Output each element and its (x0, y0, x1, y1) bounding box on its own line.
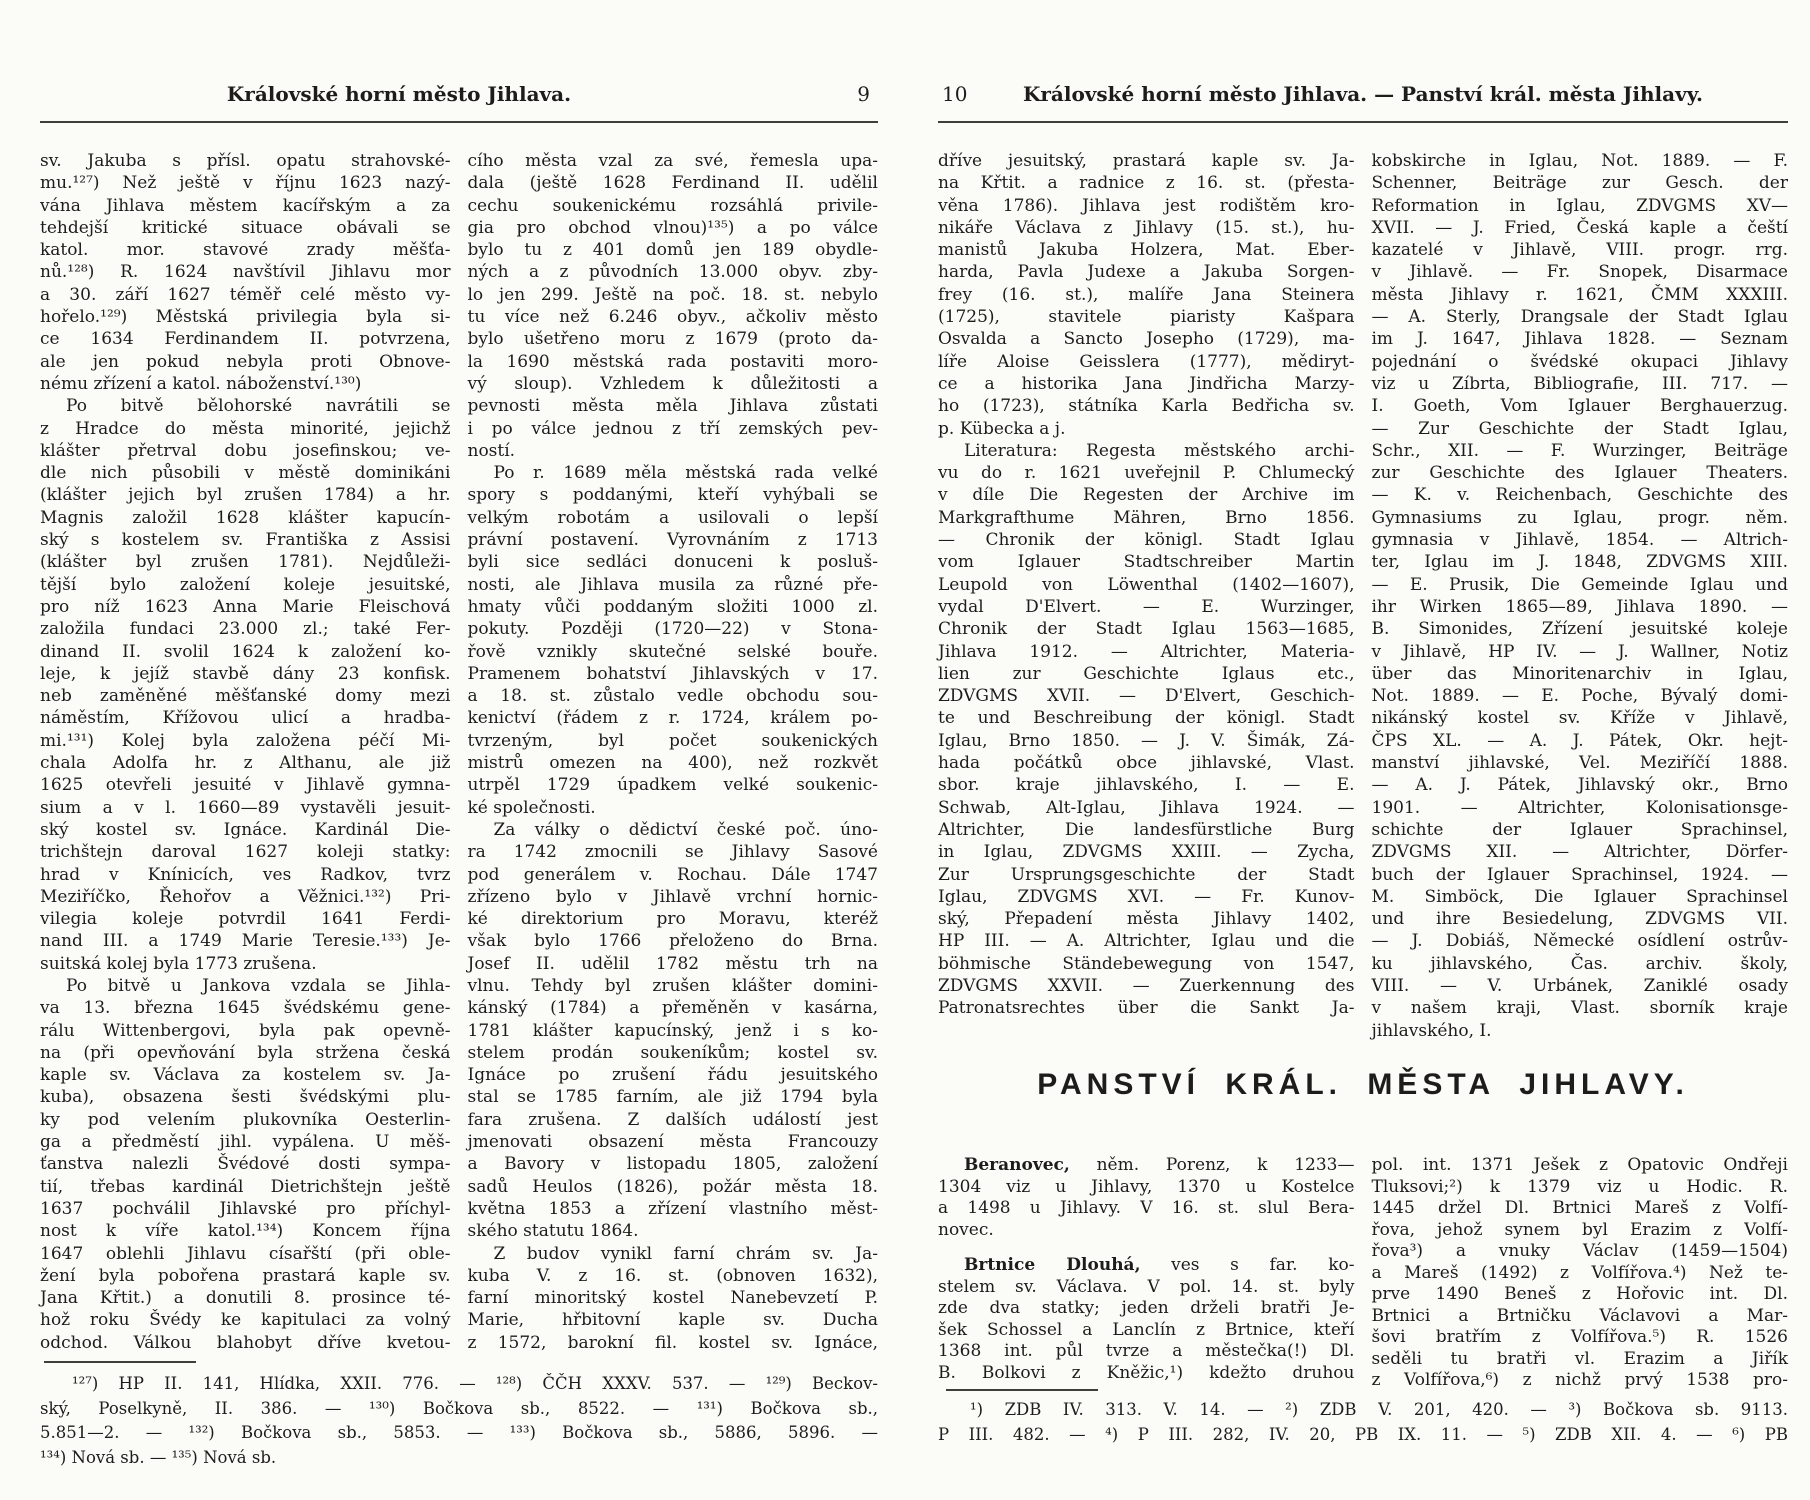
text-line: kánský (1784) a přeměněn v kasárna, (467, 998, 878, 1019)
text-line: ZDVGMS XII. — Altrichter, Dörfer- (1371, 842, 1788, 863)
text-line: v díle Die Regesten der Archive im (938, 485, 1355, 506)
text-line: května 1853 a zřízení vlastního měst- (467, 1198, 878, 1219)
text-line: Pramenem bohatství Jihlavských v 17. (467, 663, 878, 684)
text-line: XVII. — J. Fried, Česká kaple a čeští (1371, 217, 1788, 238)
text-line: im J. 1647, Jihlava 1828. — Seznam (1371, 329, 1788, 350)
text-line: trichštejn daroval 1627 koleji statky: (40, 842, 451, 863)
text-line: dříve jesuitský, prastará kaple sv. Ja- (938, 151, 1355, 171)
text-line: klášter přetrval dobu josefinskou; ve- (40, 440, 451, 461)
section-columns (938, 1155, 1788, 1392)
paragraph (1372, 150, 1789, 1042)
text-line: založila fundaci 23.000 zl.; také Fer- (40, 619, 451, 640)
text-line: šek Schossel a Lanclín z Brtnice, kteří (938, 1319, 1355, 1340)
text-line: a 18. st. zůstalo vedle obchodu sou- (467, 686, 878, 707)
text-line: mi.¹³¹) Kolej byla založena péčí Mi- (40, 730, 451, 751)
text-line: manství jihlavské, Vel. Meziříčí 1888. (1371, 753, 1788, 774)
text-line: viz u Zíbrta, Bibliografie, III. 717. — (1371, 373, 1788, 394)
text-line: VIII. — V. Urbánek, Zaniklé osady (1371, 975, 1788, 996)
text-line: Schenner, Beiträge zur Gesch. der (1371, 173, 1788, 194)
text-line: Marie, hřbitovní kaple sv. Ducha (467, 1310, 878, 1331)
text-line: bylo ušetřeno moru z 1679 (proto da- (467, 329, 878, 350)
text-line: nému zřízení a katol. náboženství.¹³⁰) (40, 373, 362, 394)
text-line: cechu soukenickému rozsáhlá privile- (467, 195, 878, 216)
text-line: hmaty vůči poddaným složiti 1000 zl. (467, 596, 878, 617)
text-line: z Volfířova,⁶) z nichž prvý 1538 pro- (1371, 1370, 1788, 1390)
text-line: neb zaměněné měšťanské domy mezi (40, 686, 451, 707)
text-line: ZDVGMS XXVII. — Zuerkennung des (938, 975, 1355, 996)
text-line: ský kostel sv. Ignáce. Kardinál Die- (40, 819, 451, 840)
paragraph (40, 150, 451, 395)
text-line: prve 1490 Beneš z Hořovic int. Dl. (1371, 1284, 1788, 1304)
text-line: HP III. — A. Altrichter, Iglau und die (938, 931, 1355, 952)
footnote-rule (946, 1389, 1098, 1391)
text-line: nosti, ale Jihlava musila za různé pře- (467, 574, 878, 595)
text-line: hož roku Švédy ke kapitulaci za volný (40, 1310, 451, 1331)
text-line: B. Bolkovi z Kněžic,¹) kdežto druhou (938, 1362, 1355, 1383)
text-line: frey (16. st.), malíře Jana Steinera (938, 284, 1355, 305)
text-line: chala Adolfa hr. z Althanu, ale již (40, 753, 451, 774)
text-line: rálu Wittenbergovi, byla pak opevně- (40, 1020, 451, 1041)
text-line: in Iglau, ZDVGMS XXIII. — Zycha, (938, 842, 1355, 863)
text-line: zde dva statky; jeden drželi bratři Je- (938, 1298, 1355, 1318)
paragraph (468, 1243, 879, 1354)
text-line: — A. J. Pátek, Jihlavský okr., Brno (1371, 775, 1788, 796)
text-line: odchod. Válkou blahobyt dříve kvetou- (40, 1332, 451, 1353)
footnotes (938, 1398, 1788, 1447)
text-line: suitská kolej byla 1773 zrušena. (40, 953, 317, 974)
text-line: — K. v. Reichenbach, Geschichte des (1371, 485, 1788, 506)
text-line: řově vznikly skutečné selské bouře. (467, 641, 878, 662)
text-line: nikánský kostel sv. Kříže v Jihlavě, (1371, 708, 1788, 729)
text-line: z 1572, barokní fil. kostel sv. Ignáce, (467, 1332, 878, 1353)
text-line: jmenovati obsazení města Francouzy (467, 1132, 878, 1153)
text-line: vý sloup). Vzhledem k důležitosti a (467, 373, 878, 394)
text-line: pojednání o švédské okupaci Jihlavy (1371, 351, 1788, 372)
text-line: M. Simböck, Die Iglauer Sprachinsel (1371, 886, 1788, 907)
text-column-3 (938, 150, 1355, 1042)
text-line: a Mareš (1492) z Volfířova.⁴) Než te- (1371, 1262, 1788, 1283)
section-column-2 (1372, 1155, 1789, 1392)
text-line: Ignáce po zrušení řádu jesuitského (467, 1065, 878, 1086)
text-line: v našem kraji, Vlast. sborník kraje (1371, 998, 1788, 1019)
text-line: ský, Přepadení města Jihlavy 1402, (938, 909, 1355, 930)
paragraph (1372, 1155, 1789, 1392)
text-line: Jihlava 1912. — Altrichter, Materia- (938, 641, 1355, 662)
text-line: jihlavského, I. (1371, 1020, 1492, 1041)
text-line: dle nich působili v městě dominikáni (40, 463, 451, 484)
text-line: Schr., XII. — F. Wurzinger, Beiträge (1371, 440, 1788, 461)
text-line: pokuty. Později (1720—22) v Stona- (467, 619, 878, 640)
text-line: kobskirche in Iglau, Not. 1889. — F. (1371, 151, 1788, 171)
text-line: mu.¹²⁷) Než ještě v říjnu 1623 nazý- (40, 173, 451, 194)
text-line: Za války o dědictví české poč. úno- (493, 819, 878, 840)
text-line: nand III. a 1749 Marie Teresie.¹³³) Je- (40, 931, 451, 952)
left-page-columns (40, 150, 878, 1354)
text-line: pod generálem v. Rochau. Dále 1747 (467, 864, 878, 885)
text-line: ský, Poselkyně, II. 386. — ¹³⁰) Bočkova sb., 8522. — ¹³¹) Bočkova sb., (40, 1398, 878, 1418)
paragraph (938, 150, 1355, 440)
text-line: ké direktorium pro Moravu, kteréž (467, 909, 878, 930)
text-line: 1647 oblehli Jihlavu císařští (při oble- (40, 1243, 451, 1264)
text-line: kenictví (řádem z r. 1724, králem po- (467, 708, 878, 729)
text-line: — J. Dobiáš, Německé osídlení ostrův- (1371, 931, 1788, 952)
text-line: zřízeno bylo v Jihlavě vrchní hornic- (467, 886, 878, 907)
text-line: ných a z původních 13.000 obyv. zby- (467, 262, 878, 283)
text-line: B. Simonides, Zřízení jesuitské koleje (1371, 619, 1788, 640)
text-line: náměstím, Křížovou ulicí a hradba- (40, 708, 451, 729)
text-line: dala (ještě 1628 Ferdinand II. udělil (467, 173, 878, 194)
text-line: Reformation in Iglau, ZDVGMS XV— (1371, 195, 1788, 216)
text-line: cího města vzal za své, řemesla upa- (467, 151, 878, 171)
header-rule (40, 121, 878, 123)
text-line: — Zur Geschichte der Stadt Iglau, (1371, 418, 1788, 439)
text-line: Not. 1889. — E. Poche, Bývalý domi- (1371, 686, 1788, 707)
right-page (938, 0, 1788, 1500)
text-line: pro níž 1623 Anna Marie Fleischová (40, 596, 451, 617)
text-line: 1625 otevřeli jesuité v Jihlavě gymna- (40, 775, 451, 796)
text-line: ¹²⁷) HP II. 141, Hlídka, XXII. 776. — ¹²⁸) ČČH XXXV. 537. — ¹²⁹) Beckov- (72, 1374, 878, 1393)
right-page-columns (938, 150, 1788, 1042)
text-line: Literatura: Regesta městského archi- (964, 440, 1355, 461)
text-line: ku jihlavského, Čas. archiv. školy, (1371, 953, 1788, 974)
text-line: bylo tu z 401 domů jen 189 obydle- (467, 240, 878, 261)
text-line: gymnasia v Jihlavě, 1854. — Altrich- (1371, 530, 1788, 551)
text-line: Zur Ursprungsgeschichte der Stadt (938, 864, 1355, 885)
text-line: tií, třebas kardinál Dietrichštejn ještě (40, 1176, 451, 1197)
text-column-1 (40, 150, 451, 1354)
text-line: ga a předměstí jihl. vypálena. U měš- (40, 1132, 451, 1153)
text-line: 1304 viz u Jihlavy, 1370 u Kostelce (938, 1176, 1355, 1197)
page-number: 10 (942, 82, 968, 106)
text-line: velkým robotám a usilovali o lepší (467, 507, 878, 528)
paragraph (938, 1398, 1788, 1447)
text-line: 1445 držel Dl. Brtnici Mareš z Volfí- (1371, 1198, 1788, 1218)
text-line: Magnis založil 1628 klášter kapucín- (40, 507, 451, 528)
text-line: ihr Wirken 1865—89, Jihlava 1890. — (1371, 596, 1788, 617)
text-line: Jana Křtit.) a donutili 8. prosince té- (40, 1288, 451, 1309)
text-line: spory s poddanými, kteří vyhýbali se (467, 485, 878, 506)
text-line: 1637 pochválil Jihlavské pro příchyl- (40, 1198, 451, 1219)
text-line: nost k víře katol.¹³⁴) Koncem října (40, 1221, 451, 1242)
text-line: vydal D'Elvert. — E. Wurzinger, (938, 596, 1355, 617)
text-line: Chronik der Stadt Iglau 1563—1685, (938, 619, 1355, 640)
footnote-rule (44, 1361, 196, 1363)
text-line: katol. mor. stavové zrady měšťa- (40, 240, 451, 261)
text-line: ce 1634 Ferdinandem II. potvrzena, (40, 329, 451, 350)
text-line: Tluksovi;²) k 1379 viz u Hodic. R. (1371, 1176, 1788, 1197)
text-line: stelem prodán soukeníkům; kostel sv. (467, 1042, 878, 1063)
text-line: ce a historika Jana Jindřicha Marzy- (938, 373, 1355, 394)
text-column-4 (1372, 150, 1789, 1042)
text-line: ZDVGMS XVII. — D'Elvert, Geschich- (938, 686, 1355, 707)
paragraph (468, 819, 879, 1243)
text-line: vu do r. 1621 uveřejnil P. Chlumecký (938, 463, 1355, 484)
text-line: Schwab, Alt-Iglau, Jihlava 1924. — (938, 797, 1355, 818)
text-line: vána Jihlava městem kacířským a za (40, 195, 451, 216)
text-line: města Jihlavy r. 1621, ČMM XXXIII. (1371, 284, 1788, 305)
text-line: novec. (938, 1219, 994, 1240)
text-line: und ihre Besiedelung, ZDVGMS VII. (1371, 909, 1788, 930)
text-line: tu více než 6.246 obyv., ačkoliv město (467, 307, 878, 328)
paragraph (468, 150, 879, 462)
text-line: gia pro obchod vlnou)¹³⁵) a po válce (467, 217, 878, 238)
text-line: Z budov vynikl farní chrám sv. Ja- (493, 1243, 878, 1264)
text-line: sbor. kraje jihlavského, I. — E. (938, 775, 1355, 796)
text-line: 1368 int. půl tvrze a městečka(!) Dl. (938, 1341, 1355, 1361)
text-line: na Křtit. a radnice z 16. st. (přesta- (938, 173, 1355, 194)
paragraph (40, 395, 451, 975)
text-line: pevnosti města měla Jihlava zůstati (467, 396, 878, 417)
text-line: stal se 1785 farním, ale již 1794 byla (467, 1087, 878, 1108)
text-line: fara zrušena. Z dalších událostí jest (467, 1109, 878, 1130)
text-line: (klášter byl zrušen 1781). Nejdůleži- (40, 552, 451, 573)
text-line: ké společnosti. (467, 797, 596, 818)
text-line: Gymnasiums zu Iglau, progr. něm. (1371, 507, 1788, 528)
text-line: kuba), obsazena šesti švédskými plu- (40, 1087, 451, 1108)
text-line: zur Geschichte des Iglauer Theaters. (1371, 463, 1788, 484)
text-line: Meziříčko, Řehořov a Věžnici.¹³²) Pri- (40, 886, 451, 907)
text-line: p. Kübecka a j. (938, 418, 1066, 439)
text-line: P III. 482. — ⁴) P III. 282, IV. 20, PB IX. 11. — ⁵) ZDB XII. 4. — ⁶) PB (938, 1424, 1788, 1444)
text-line: šovi bratřím z Volfířova.⁵) R. 1526 (1371, 1327, 1788, 1347)
text-line: ský s kostelem sv. Františka z Assisi (40, 530, 451, 551)
text-line: ¹³⁴) Nová sb. — ¹³⁵) Nová sb. (40, 1447, 277, 1467)
left-page (40, 0, 878, 1500)
section-heading: PANSTVÍ KRÁL. MĚSTA JIHLAVY. (1037, 1068, 1689, 1101)
text-line: právní postavení. Vyrovnáním z 1713 (467, 530, 878, 551)
text-line: pol. int. 1371 Ješek z Opatovic Ondřeji (1371, 1155, 1788, 1175)
text-line: ho (1723), státníka Karla Bedřicha sv. (938, 396, 1355, 417)
text-line: a 30. září 1627 téměř celé město vy- (40, 284, 451, 305)
text-line: a 1498 u Jihlavy. V 16. st. slul Bera- (938, 1198, 1355, 1218)
section-column-1 (938, 1155, 1355, 1392)
text-line: kazatelé v Jihlavě, VIII. progr. rrg. (1371, 240, 1788, 261)
paragraph (40, 1372, 878, 1470)
text-line: harda, Pavla Judexe a Jakuba Sorgen- (938, 262, 1355, 283)
text-line: buch der Iglauer Sprachinsel, 1924. — (1371, 864, 1788, 885)
text-line: Po bitvě bělohorské navrátili se (66, 396, 451, 417)
text-line: vilegia koleje potvrdil 1641 Ferdi- (40, 909, 451, 930)
text-line: sium a v l. 1660—89 vystavěli jesuit- (40, 797, 451, 818)
text-line: farní minoritský kostel Nanebevzetí P. (467, 1288, 878, 1309)
text-line: Brtnici a Brtničku Václavovi a Mar- (1371, 1305, 1788, 1326)
text-line: sv. Jakuba s přísl. opatu strahovské- (40, 151, 451, 171)
text-line: seděli tu bratři vl. Erazim a Jiřík (1371, 1348, 1788, 1369)
text-line: ností. (467, 440, 516, 461)
text-line: leje, k jejíž stavbě dány 23 konfisk. (40, 663, 451, 684)
text-line: (1725), stavitele piaristy Kašpara (938, 307, 1355, 328)
text-line: manistů Jakuba Holzera, Mat. Eber- (938, 240, 1355, 261)
text-line: kuba V. z 16. st. (obnoven 1632), (467, 1265, 878, 1286)
text-line: 1901. — Altrichter, Kolonisationsge- (1371, 797, 1788, 818)
text-line: vom Iglauer Stadtschreiber Martin (938, 552, 1355, 573)
text-line: nikáře Václava z Jihlavy (15. st.), hu- (938, 217, 1355, 238)
text-line: nů.¹²⁸) R. 1624 navštívil Jihlavu mor (40, 262, 451, 283)
text-line: tější bylo založení koleje jesuitské, (40, 574, 451, 595)
text-line: věna 1786). Jihlava jest rodištěm kro- (938, 195, 1355, 216)
text-line: v Jihlavě. — Fr. Snopek, Disarmace (1371, 262, 1788, 283)
text-line: lo jen 299. Ještě na poč. 18. st. nebylo (467, 284, 878, 305)
text-line: ky pod velením plukovníka Oesterlin- (40, 1109, 451, 1130)
text-line: Josef II. udělil 1782 městu trh na (467, 953, 878, 974)
text-line: utrpěl 1729 úpadkem velké soukenic- (467, 775, 878, 796)
text-line: však bylo 1766 přeloženo do Brna. (467, 931, 878, 952)
text-line: 5.851—2. — ¹³²) Bočkova sb., 5853. — ¹³³) Bočkova sb., 5886, 5896. — (40, 1423, 878, 1442)
text-line: ter, Iglau im J. 1848, ZDVGMS XIII. (1371, 552, 1788, 573)
paragraph (468, 462, 879, 819)
text-line: schichte der Iglauer Sprachinsel, (1371, 819, 1788, 840)
text-line: Po bitvě u Jankova vzdala se Jihla- (66, 975, 451, 996)
text-line: — A. Sterly, Drangsale der Stadt Iglau (1371, 307, 1788, 328)
page-title: Královské horní město Jihlava. — Panství král. města Jihlavy. (1022, 82, 1703, 106)
text-line: Iglau, ZDVGMS XVI. — Fr. Kunov- (938, 886, 1355, 907)
text-line: mistrů omezen na 400), než rozkvět (467, 753, 878, 774)
text-line: tehdejší kritické situace obávali se (40, 217, 451, 238)
text-line: (klášter jejich byl zrušen 1784) a hr. (40, 485, 451, 506)
text-line: lien zur Geschichte Iglaus etc., (938, 663, 1355, 684)
text-line: z Hradce do města minorité, jejichž (40, 418, 451, 439)
text-line: Osvalda a Sancto Josepho (1729), ma- (938, 329, 1355, 350)
text-line: ¹) ZDB IV. 313. V. 14. — ²) ZDB V. 201, 420. — ³) Bočkova sb. 9113. (970, 1400, 1788, 1419)
text-line: va 13. března 1645 švédskému gene- (40, 998, 451, 1019)
paragraph (938, 440, 1355, 1020)
text-line: Po r. 1689 měla městská rada velké (493, 463, 878, 484)
text-line: kaple sv. Václava za kostelem sv. Ja- (40, 1065, 451, 1086)
footnotes (40, 1372, 878, 1470)
text-line: řova, jehož synem byl Erazim z Volfí- (1371, 1219, 1788, 1240)
page-number: 9 (857, 82, 870, 106)
text-line: sadů Heulos (1826), požár města 18. (467, 1176, 878, 1197)
text-line: ČPS XL. — A. J. Pátek, Okr. hejt- (1371, 730, 1788, 751)
text-line: na (při opevňování byla stržena česká (40, 1042, 451, 1063)
text-line: a Bavory v listopadu 1805, založení (467, 1154, 878, 1175)
text-line: hořelo.¹²⁹) Městská privilegia byla si- (40, 307, 451, 328)
text-line: 1781 klášter kapucínský, jenž i s ko- (467, 1020, 878, 1041)
text-line: I. Goeth, Vom Iglauer Berghauerzug. (1371, 396, 1788, 417)
text-line: über das Minoritenarchiv in Iglau, (1371, 663, 1788, 684)
text-column-2 (468, 150, 879, 1354)
text-line: ale jen pokud nebyla proti Obnove- (40, 351, 451, 372)
text-line: böhmische Ständebewegung von 1547, (938, 953, 1355, 974)
text-line: te und Beschreibung der königl. Stadt (938, 708, 1355, 729)
text-line: ra 1742 zmocnili se Jihlavy Sasové (467, 842, 878, 863)
text-line: Leupold von Löwenthal (1402—1607), (938, 574, 1355, 595)
text-line: stelem sv. Václava. V pol. 14. st. byly (938, 1276, 1355, 1297)
text-line: Patronatsrechtes über die Sankt Ja- (938, 998, 1355, 1019)
page-title: Královské horní město Jihlava. (226, 82, 572, 106)
text-line: Markgrafthume Mähren, Brno 1856. (938, 507, 1355, 528)
text-line: tvrzeným, byl počet soukenických (467, 730, 878, 751)
text-line: hrad v Knínicích, ves Radkov, tvrz (40, 864, 451, 885)
text-line: Brtnice Dlouhá, ves s far. ko- (964, 1255, 1355, 1275)
text-line: la 1690 městská rada postaviti moro- (467, 351, 878, 372)
text-line: vlnu. Tehdy byl zrušen klášter domini- (467, 975, 878, 996)
paragraph (938, 1255, 1355, 1384)
text-line: řova³) a vnuky Václav (1459—1504) (1371, 1241, 1788, 1261)
paragraph (40, 975, 451, 1354)
text-line: — E. Prusik, Die Gemeinde Iglau und (1371, 574, 1788, 595)
text-line: — Chronik der königl. Stadt Iglau (938, 530, 1355, 551)
text-line: líře Aloise Geisslera (1777), mědiryt- (938, 351, 1355, 372)
text-line: byli sice sedláci donuceni k posluš- (467, 552, 878, 573)
text-line: v Jihlavě, HP IV. — J. Wallner, Notiz (1371, 641, 1788, 662)
header-rule (938, 121, 1788, 123)
text-line: Iglau, Brno 1850. — J. V. Šimák, Zá- (938, 730, 1355, 751)
text-line: Altrichter, Die landesfürstliche Burg (938, 819, 1355, 840)
text-line: hada počátků obce jihlavské, Vlast. (938, 753, 1355, 774)
text-line: ťanstva nalezli Švédové dosti sympa- (40, 1154, 451, 1175)
text-line: žení byla pobořena prastará kaple sv. (40, 1265, 451, 1286)
text-line: ského statutu 1864. (467, 1221, 639, 1242)
left-page-header (40, 82, 878, 114)
text-line: Beranovec, něm. Porenz, k 1233— (964, 1155, 1355, 1175)
paragraph (938, 1155, 1355, 1241)
text-line: dinand II. svolil 1624 k založení ko- (40, 641, 451, 662)
text-line: i po válce jednou z tří zemských pev- (467, 418, 878, 439)
right-page-header (938, 82, 1788, 114)
